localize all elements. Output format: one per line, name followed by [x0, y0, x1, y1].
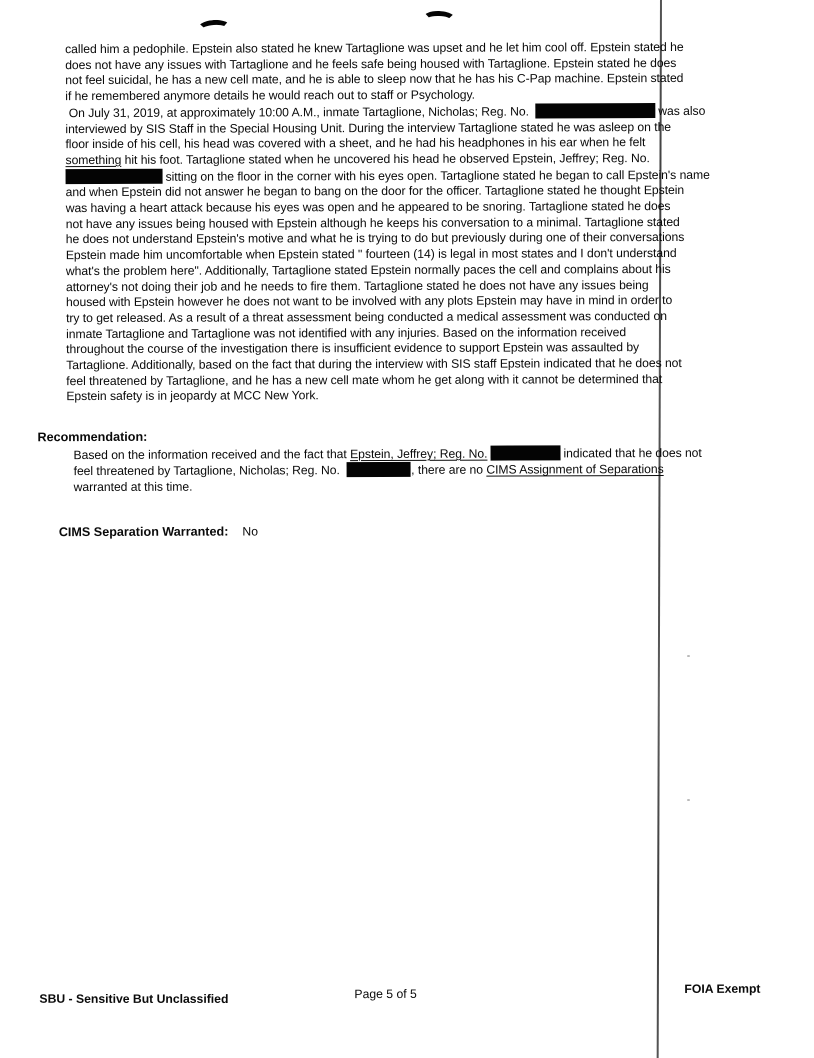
paragraph-text: sitting on the floor in the corner with his eyes open. Tartaglione stated he began to call Epstein's name — [165, 167, 710, 184]
paragraph-text: , there are no — [411, 462, 487, 478]
paragraph-line: Tartaglione. Additionally, based on the fact that during the interview with SIS staff Epstein indicated that he does not — [66, 356, 682, 373]
footer-page-number: Page 5 of 5 — [354, 986, 417, 1002]
paragraph-text: On July 31, 2019, at approximately 10:00 A.M., inmate Tartaglione, Nicholas; Reg. No. — [65, 104, 533, 120]
paragraph-line: if he remembered anymore details he would reach out to staff or Psychology. — [65, 87, 476, 104]
paragraph-line: try to get released. As a result of a threat assessment being conducted a medical assessment was conducted on — [66, 308, 667, 326]
paragraph-line: warranted at this time. — [73, 480, 193, 495]
redaction-box-reg-no — [490, 445, 560, 460]
footer-classification-left: SBU - Sensitive But Unclassified — [39, 991, 229, 1006]
paragraph-line: not feel suicidal, he has a new cell mate, and he is able to sleep now that he has his C-Pap machine. Epstein stated — [65, 71, 684, 88]
paragraph-text: was also — [658, 103, 706, 118]
paragraph-line: does not have any issues with Tartaglione and he feels safe being housed with Tartaglione. Epstein stated he does — [65, 55, 677, 72]
paragraph-line — [65, 151, 709, 169]
paragraph-line: Epstein made him uncomfortable when Epstein stated " fourteen (14) is legal in most states and I don't understand — [65, 246, 677, 263]
paragraph-line — [74, 461, 702, 479]
recommendation-paragraph — [74, 445, 702, 496]
redaction-box-reg-no — [346, 462, 410, 477]
footer-foia-exempt: FOIA Exempt — [684, 981, 761, 996]
paragraph-line: Epstein safety is in jeopardy at MCC New York. — [66, 388, 319, 404]
paragraph-line: and when Epstein did not answer he began to bang on the door for the officer. Tartaglione stated he thought Epstein — [65, 183, 685, 200]
paragraph-line: he does not understand Epstein's motive and what he is trying to do but previously during one of their conversations — [65, 230, 685, 247]
cims-separation-label: CIMS Separation Warranted: — [58, 524, 229, 540]
paragraph-line: called him a pedophile. Epstein also stated he knew Tartaglione was upset and he let him cool off. Epstein stated he — [65, 39, 684, 57]
paragraph-line: floor inside of his cell, his head was covered with a sheet, and he had his headphones in his ear when he felt — [65, 135, 646, 152]
redaction-box-reg-no — [535, 103, 655, 118]
paragraph-line: what's the problem here". Additionally, Tartaglione stated Epstein normally paces the cell and complains about his — [65, 261, 671, 278]
recommendation-heading: Recommendation: — [37, 429, 148, 445]
underlined-text: CIMS Assignment of Separations — [486, 462, 664, 477]
paragraph-text: hit his foot. Tartaglione stated when he uncovered his head he observed Epstein, Jeffrey; Reg. No. — [121, 150, 650, 167]
investigation-paragraph — [65, 40, 711, 405]
paragraph-line: interviewed by SIS Staff in the Special Housing Unit. During the interview Tartaglione stated he was asleep on the — [65, 119, 672, 136]
paragraph-line: inmate Tartaglione and Tartaglione was not identified with any injuries. Based on the information received — [66, 324, 627, 341]
paragraph-line: attorney's not doing their job and he needs to fire them. Tartaglione stated he does not have any issues being — [65, 277, 649, 294]
paragraph-line — [65, 103, 709, 122]
paragraph-text: feel threatened by Tartaglione, Nicholas; Reg. No. — [73, 463, 344, 479]
cims-separation-line — [38, 510, 258, 553]
paragraph-line: was having a heart attack because his eyes was open and he appeared to be snoring. Tartaglione stated he does — [65, 199, 671, 216]
paragraph-line: feel threatened by Tartaglione, and he has a new cell mate whom he get along with it cannot be determined that — [66, 371, 663, 388]
cims-separation-value: No — [242, 524, 259, 539]
paragraph-text: indicated that he does not — [563, 445, 702, 461]
paragraph-line: throughout the course of the investigation there is insufficient evidence to support Epstein was assaulted by — [66, 340, 640, 357]
redaction-box-reg-no — [66, 168, 163, 183]
underlined-text: something — [65, 152, 122, 168]
paragraph-line: housed with Epstein however he does not want to be involved with any plots Epstein may have in mind in order to — [65, 293, 673, 310]
underlined-text: Epstein, Jeffrey; Reg. No. — [350, 446, 488, 462]
paragraph-text: Based on the information received and the fact that — [73, 447, 351, 463]
paragraph-line: not have any issues being housed with Epstein although he keeps his conversation to a minimal. Tartaglione stated — [65, 214, 680, 231]
